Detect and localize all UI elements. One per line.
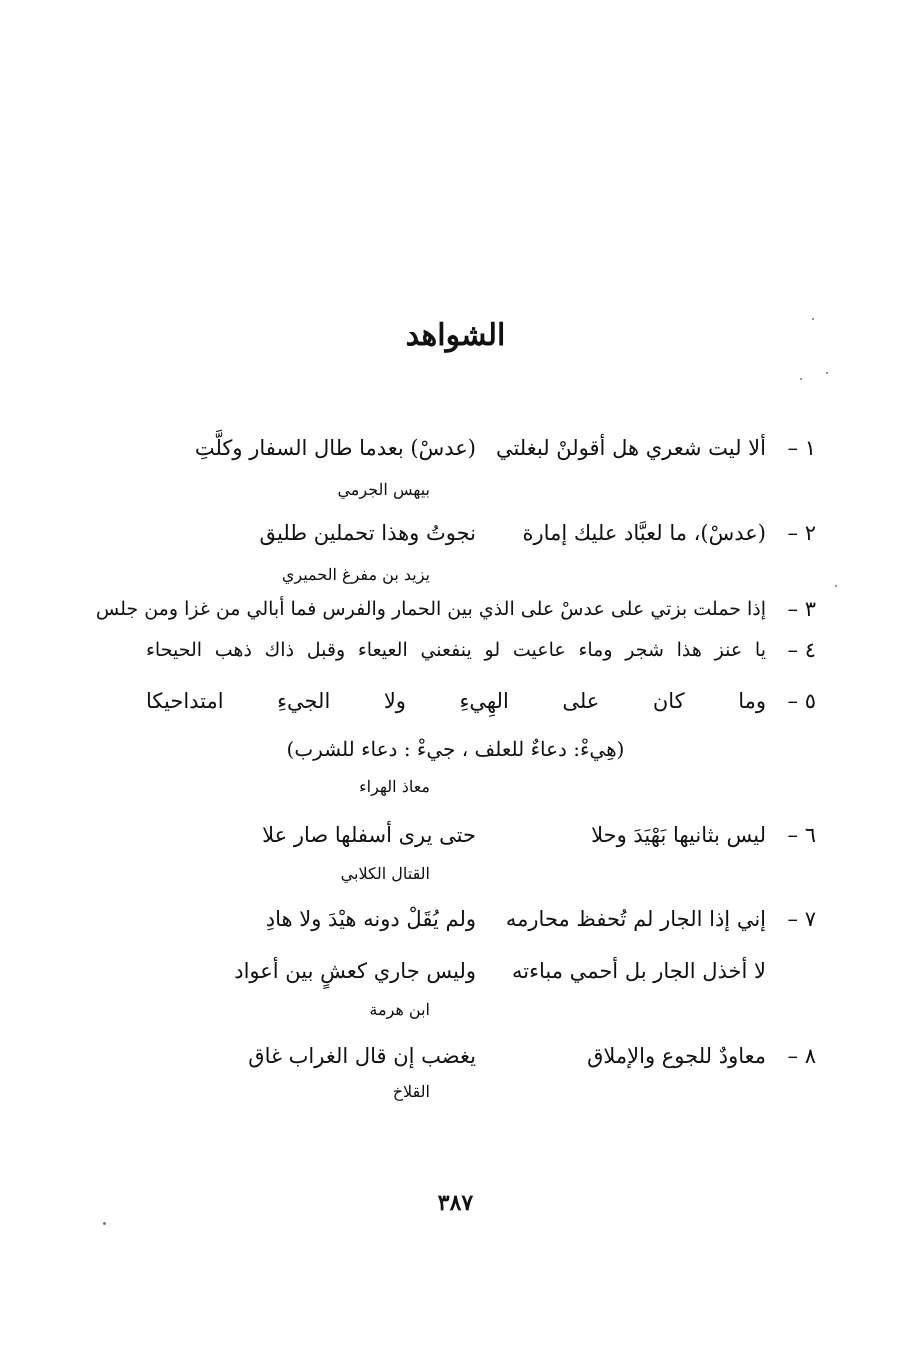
verse-first-hemistich: ليس بثانيها بَهْيَدَ وحلا [591, 823, 766, 847]
verse-number: ٦ – [787, 823, 816, 847]
page-number: ٣٨٧ [437, 1190, 474, 1216]
poet-name: القلاخ [392, 1082, 430, 1101]
verse-number: ٧ – [787, 907, 816, 931]
verse-line [146, 1036, 816, 1076]
verse-line [146, 428, 816, 468]
verse-second-hemistich: حتى يرى أسفلها صار علا [262, 823, 476, 847]
verse-word: الهِيءِ [459, 689, 509, 713]
gloss-note: (هِيءْ: دعاءٌ للعلف ، جيءْ : دعاء للشرب) [286, 737, 625, 761]
verse-number: ٥ – [787, 689, 816, 713]
scan-speck [800, 378, 802, 380]
poet-name: يزيد بن مفرغ الحميري [281, 565, 430, 584]
verse-line [146, 681, 816, 721]
verse-word: ولا [383, 689, 406, 713]
verse-second-hemistich: ولم يُقَلْ دونه هيْدَ ولا هادِ [265, 907, 476, 931]
scan-speck [812, 318, 814, 320]
verse-line [95, 589, 816, 629]
scan-speck [826, 372, 828, 374]
verse-second-hemistich: يغضب إن قال الغراب غاق [248, 1044, 476, 1068]
verse-word: الجيءِ [277, 689, 331, 713]
verse-words [146, 689, 766, 713]
verse-number: ١ – [787, 436, 816, 460]
poet-name: بيهس الجرمي [337, 480, 430, 499]
verse-second-hemistich: وليس جاري كعشٍ بين أعواد [234, 959, 476, 983]
verse-word: على [562, 689, 600, 713]
verse-first-hemistich: (عدسْ)، ما لعبَّاد عليك إمارة [522, 521, 766, 545]
scan-speck [835, 585, 837, 587]
verse-text: يا عنز هذا شجر وماء عاعيت لو ينفعني العيعاء وقبل ذاك ذهب الحيحاء [146, 639, 766, 661]
poet-name: ابن هرمة [369, 1000, 430, 1019]
poet-name: معاذ الهراء [359, 777, 430, 796]
verse-number: ٤ – [787, 638, 816, 662]
verse-word: كان [652, 689, 685, 713]
verse-line [146, 899, 816, 939]
page-title: الشواهد [405, 318, 506, 353]
verse-line [146, 951, 816, 991]
verse-line [146, 513, 816, 553]
verse-second-hemistich: نجوتُ وهذا تحملين طليق [259, 521, 476, 545]
verse-word: امتداحيكا [146, 689, 224, 713]
verse-line [146, 815, 816, 855]
verse-number: ٣ – [787, 597, 816, 621]
scan-speck [103, 1222, 106, 1225]
poet-name: القتال الكلابي [340, 864, 430, 883]
verse-first-hemistich: إني إذا الجار لم تُحفظ محارمه [505, 907, 766, 931]
verse-line [146, 630, 816, 670]
verse-number: ٨ – [787, 1044, 816, 1068]
verse-text: إذا حملت بزتي على عدسْ على الذي بين الحمار والفرس فما أبالي من غزا ومن جلس [95, 598, 766, 620]
verse-first-hemistich: ألا ليت شعري هل أقولنْ لبغلتي [495, 436, 766, 460]
verse-second-hemistich: (عدسْ) بعدما طال السفار وكلَّتِ [194, 436, 476, 460]
verse-first-hemistich: لا أخذل الجار بل أحمي مباءته [512, 959, 766, 983]
verse-word: وما [738, 689, 766, 713]
verse-number: ٢ – [787, 521, 816, 545]
verse-first-hemistich: معاودٌ للجوع والإملاق [587, 1044, 766, 1068]
